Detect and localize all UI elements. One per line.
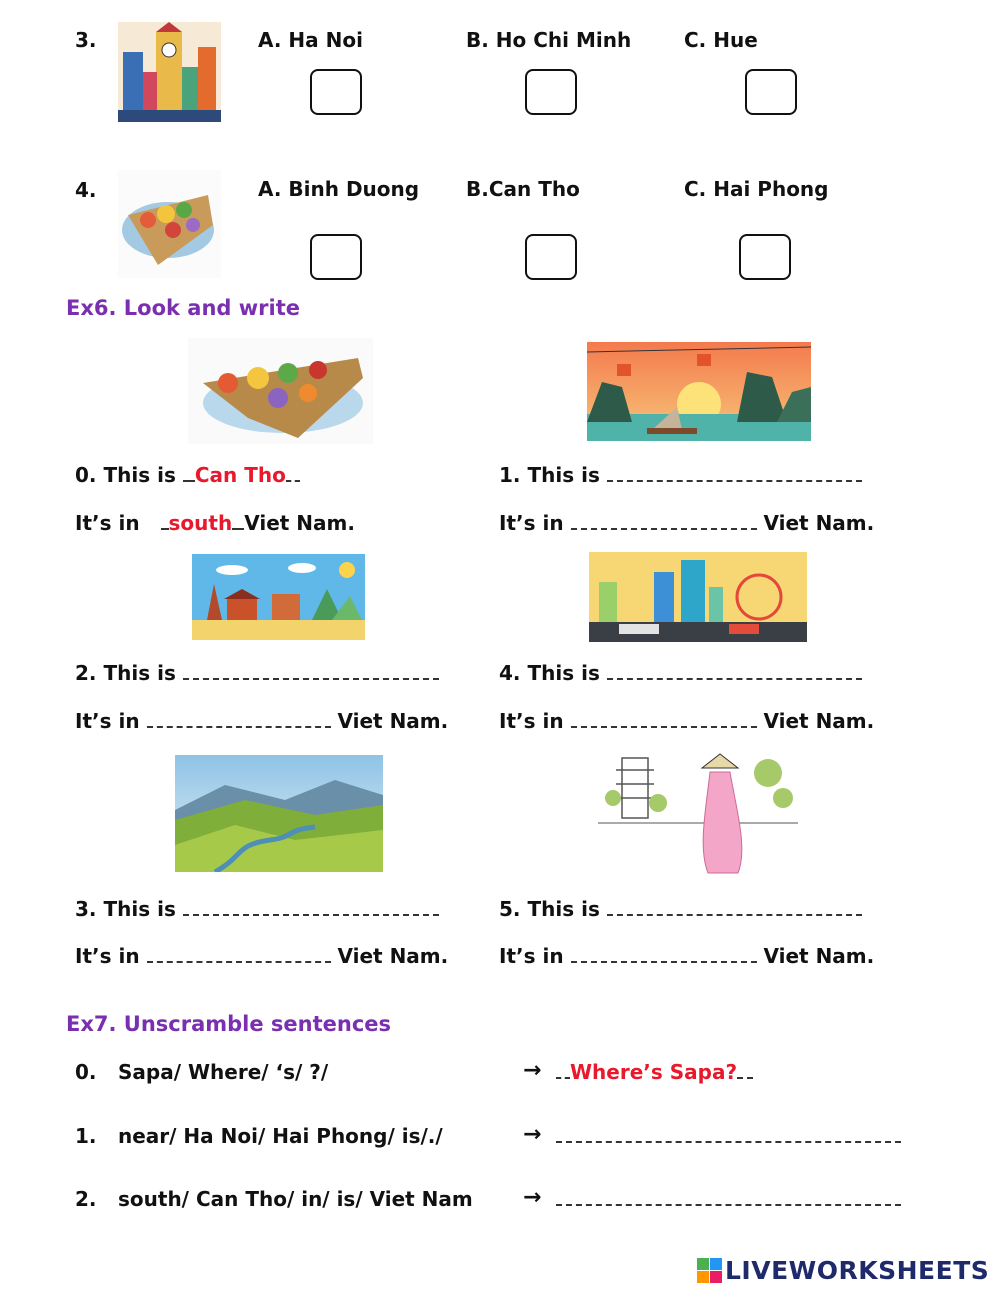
this-is-label: This is <box>103 661 176 685</box>
viet-nam-label: Viet Nam. <box>244 511 355 535</box>
arrow-right-icon: → <box>523 1058 542 1083</box>
city-illustration-image <box>118 22 221 122</box>
its-in-label: It’s in <box>75 944 140 968</box>
blank-line[interactable] <box>571 949 757 963</box>
ex6-item-3-line1 <box>75 897 439 921</box>
q3-number: 3. <box>75 28 97 52</box>
this-is-label: This is <box>103 463 176 487</box>
answer-region[interactable]: south <box>168 511 233 535</box>
ex7-row-2-answer-line <box>556 1187 901 1211</box>
item-number: 3. <box>75 897 97 921</box>
q4-answer-box-a[interactable] <box>310 234 362 280</box>
ex6-item-1-line1 <box>499 463 862 487</box>
its-in-label: It’s in <box>499 944 564 968</box>
ex6-item-0-line2 <box>75 511 355 535</box>
this-is-label: This is <box>527 897 600 921</box>
viet-nam-label: Viet Nam. <box>763 511 875 535</box>
blank-line <box>183 468 195 482</box>
blank-line[interactable] <box>607 902 862 916</box>
blank-line[interactable] <box>556 1192 901 1206</box>
blank-line[interactable] <box>556 1129 901 1143</box>
its-in-label: It’s in <box>75 511 140 535</box>
item-number: 1. <box>499 463 521 487</box>
ex6-item-0-line1 <box>75 463 300 487</box>
q3-option-b: B. Ho Chi Minh <box>466 28 632 52</box>
pagoda-ao-dai-image <box>598 748 798 880</box>
q3-answer-box-a[interactable] <box>310 69 362 115</box>
liveworksheets-logo-icon <box>697 1258 723 1284</box>
ex7-heading: Ex7. Unscramble sentences <box>66 1012 392 1036</box>
blank-line[interactable] <box>183 666 439 680</box>
ex7-row-1-answer-line <box>556 1124 901 1148</box>
item-number: 4. <box>499 661 521 685</box>
ex7-row-2-number: 2. <box>75 1187 97 1211</box>
this-is-label: This is <box>527 463 600 487</box>
blank-line[interactable] <box>183 902 439 916</box>
liveworksheets-logo-text: LIVEWORKSHEETS <box>725 1256 990 1285</box>
item-number: 5. <box>499 897 521 921</box>
blank-line <box>556 1065 570 1079</box>
ex6-item-2-line1 <box>75 661 439 685</box>
this-is-label: This is <box>527 661 600 685</box>
ex6-item-4-line2 <box>499 709 874 733</box>
ex6-heading: Ex6. Look and write <box>66 296 301 320</box>
ex7-row-0-number: 0. <box>75 1060 97 1084</box>
rice-terraces-image <box>175 755 383 872</box>
blank-line[interactable] <box>571 714 757 728</box>
viet-nam-label: Viet Nam. <box>763 944 875 968</box>
blank-line[interactable] <box>607 666 862 680</box>
ex7-row-2-words: south/ Can Tho/ in/ is/ Viet Nam <box>118 1187 473 1211</box>
modern-city-image <box>589 552 807 642</box>
q4-option-a: A. Binh Duong <box>258 177 420 201</box>
its-in-label: It’s in <box>499 709 564 733</box>
its-in-label: It’s in <box>75 709 140 733</box>
ex6-item-5-line1 <box>499 897 862 921</box>
ex6-item-3-line2 <box>75 944 448 968</box>
q4-answer-box-b[interactable] <box>525 234 577 280</box>
q4-option-b: B.Can Tho <box>466 177 580 201</box>
blank-line <box>232 516 244 530</box>
ex6-item-5-line2 <box>499 944 874 968</box>
ex7-row-0-words: Sapa/ Where/ ‘s/ ?/ <box>118 1060 329 1084</box>
item-number: 2. <box>75 661 97 685</box>
q3-answer-box-b[interactable] <box>525 69 577 115</box>
ha-long-bay-image <box>587 342 811 441</box>
blank-line <box>161 516 169 530</box>
blank-line[interactable] <box>571 516 757 530</box>
q4-number: 4. <box>75 178 97 202</box>
q3-option-c: C. Hue <box>684 28 758 52</box>
blank-line[interactable] <box>607 468 862 482</box>
ex7-row-0-answer-line <box>556 1060 753 1084</box>
blank-line[interactable] <box>147 714 331 728</box>
item-number: 0. <box>75 463 97 487</box>
q4-answer-box-c[interactable] <box>739 234 791 280</box>
town-landmarks-image <box>192 554 365 640</box>
this-is-label: This is <box>103 897 176 921</box>
blank-line <box>737 1065 753 1079</box>
viet-nam-label: Viet Nam. <box>337 944 449 968</box>
ex6-item-2-line2 <box>75 709 448 733</box>
blank-line[interactable] <box>147 949 331 963</box>
answer-sentence[interactable]: Where’s Sapa? <box>570 1060 738 1084</box>
liveworksheets-logo <box>697 1256 997 1286</box>
ex6-item-4-line1 <box>499 661 862 685</box>
q3-option-a: A. Ha Noi <box>258 28 363 52</box>
blank-line <box>286 468 300 482</box>
viet-nam-label: Viet Nam. <box>763 709 875 733</box>
ex7-row-1-words: near/ Ha Noi/ Hai Phong/ is/./ <box>118 1124 443 1148</box>
arrow-right-icon: → <box>523 1122 542 1147</box>
ex6-item-1-line2 <box>499 511 874 535</box>
viet-nam-label: Viet Nam. <box>337 709 449 733</box>
floating-market-image <box>118 170 221 278</box>
its-in-label: It’s in <box>499 511 564 535</box>
ex7-row-1-number: 1. <box>75 1124 97 1148</box>
q3-answer-box-c[interactable] <box>745 69 797 115</box>
answer-place[interactable]: Can Tho <box>194 463 286 487</box>
floating-market-image <box>188 338 373 444</box>
q4-option-c: C. Hai Phong <box>684 177 829 201</box>
arrow-right-icon: → <box>523 1185 542 1210</box>
